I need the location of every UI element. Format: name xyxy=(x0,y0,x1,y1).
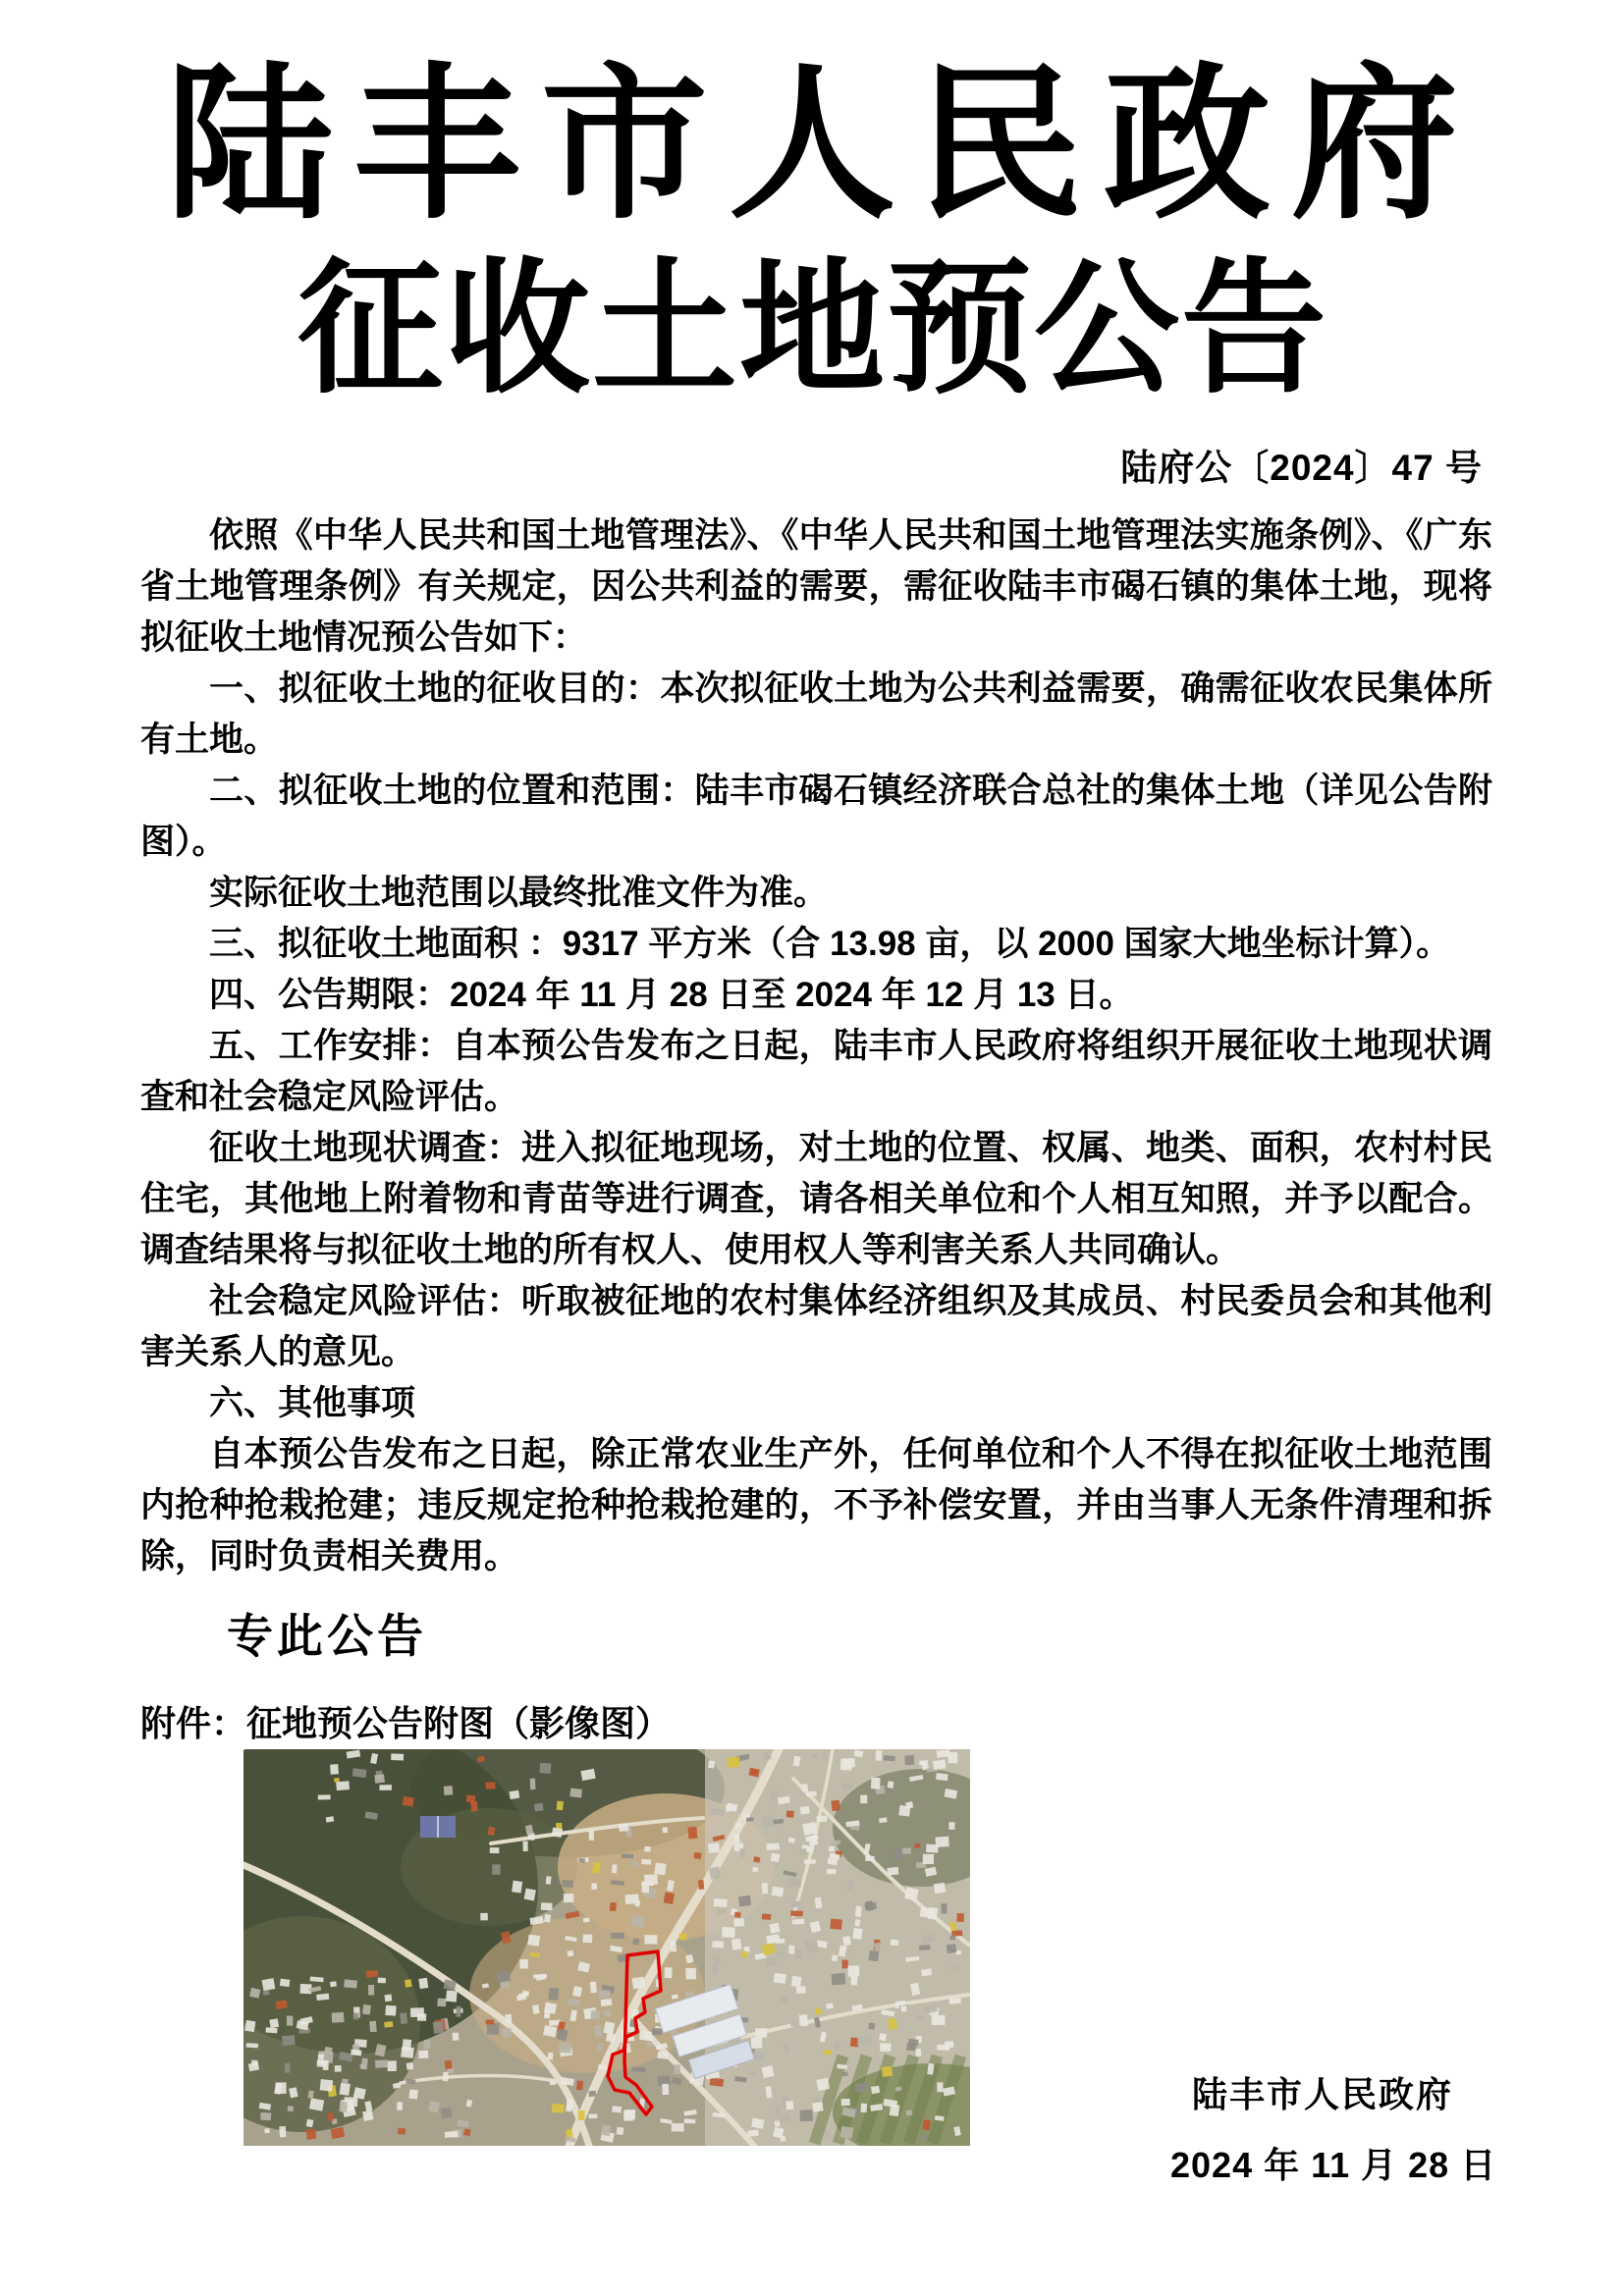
attachment-label: 附件：征地预公告附图（影像图） xyxy=(140,1703,672,1743)
body-paragraph: 六、其他事项 xyxy=(209,1384,416,1422)
body-paragraph: 四、公告期限：2024 年 11 月 28 日至 2024 年 12 月 13 日。 xyxy=(209,976,1134,1014)
body-paragraph: 一、拟征收土地的征收目的：本次拟征收土地为公共利益需要，确需征收农民集体所有土地。 xyxy=(140,669,1492,759)
issuer-signature: 陆丰市人民政府 xyxy=(1192,2074,1454,2114)
satellite-map-svg xyxy=(244,1749,970,2146)
closing-statement: 专此公告 xyxy=(227,1612,427,1663)
body-paragraph: 征收土地现状调查：进入拟征地现场，对土地的位置、权属、地类、面积，农村村民住宅，其他地上附着物和青苗等进行调查，请各相关单位和个人相互知照，并予以配合。调查结果将与拟征收土地的所有权人、使用权人等利害关系人共同确认。 xyxy=(140,1129,1492,1269)
body-paragraph: 二、拟征收土地的位置和范围：陆丰市碣石镇经济联合总社的集体土地（详见公告附图）。 xyxy=(140,772,1492,861)
body-paragraph: 自本预公告发布之日起，除正常农业生产外，任何单位和个人不得在拟征收土地范围内抢种抢栽抢建；违反规定抢种抢栽抢建的，不予补偿安置，并由当事人无条件清理和拆除，同时负责相关费用。 xyxy=(140,1435,1492,1575)
body-paragraph: 五、工作安排：自本预公告发布之日起，陆丰市人民政府将组织开展征收土地现状调查和社会稳定风险评估。 xyxy=(140,1027,1492,1116)
body-paragraph: 依照《中华人民共和国土地管理法》、《中华人民共和国土地管理法实施条例》、《广东省土地管理条例》有关规定，因公共利益的需要，需征收陆丰市碣石镇的集体土地，现将拟征收土地情况预公告如下： xyxy=(140,516,1492,657)
body-paragraph: 三、拟征收土地面积 ：9317 平方米（合 13.98 亩，以 2000 国家大地坐标计算）。 xyxy=(209,925,1451,963)
issue-date: 2024 年 11 月 28 日 xyxy=(1170,2145,1497,2185)
body-paragraph: 社会稳定风险评估：听取被征地的农村集体经济组织及其成员、村民委员会和其他利害关系人的意见。 xyxy=(140,1282,1492,1371)
page-title: 陆丰市人民政府 xyxy=(165,54,1479,239)
satellite-map-image xyxy=(244,1749,970,2146)
body-paragraph: 实际征收土地范围以最终批准文件为准。 xyxy=(209,874,829,912)
document-body xyxy=(140,510,1492,1582)
document-number: 陆府公〔2024〕47 号 xyxy=(1120,448,1483,488)
page-subtitle: 征收土地预公告 xyxy=(298,250,1328,411)
